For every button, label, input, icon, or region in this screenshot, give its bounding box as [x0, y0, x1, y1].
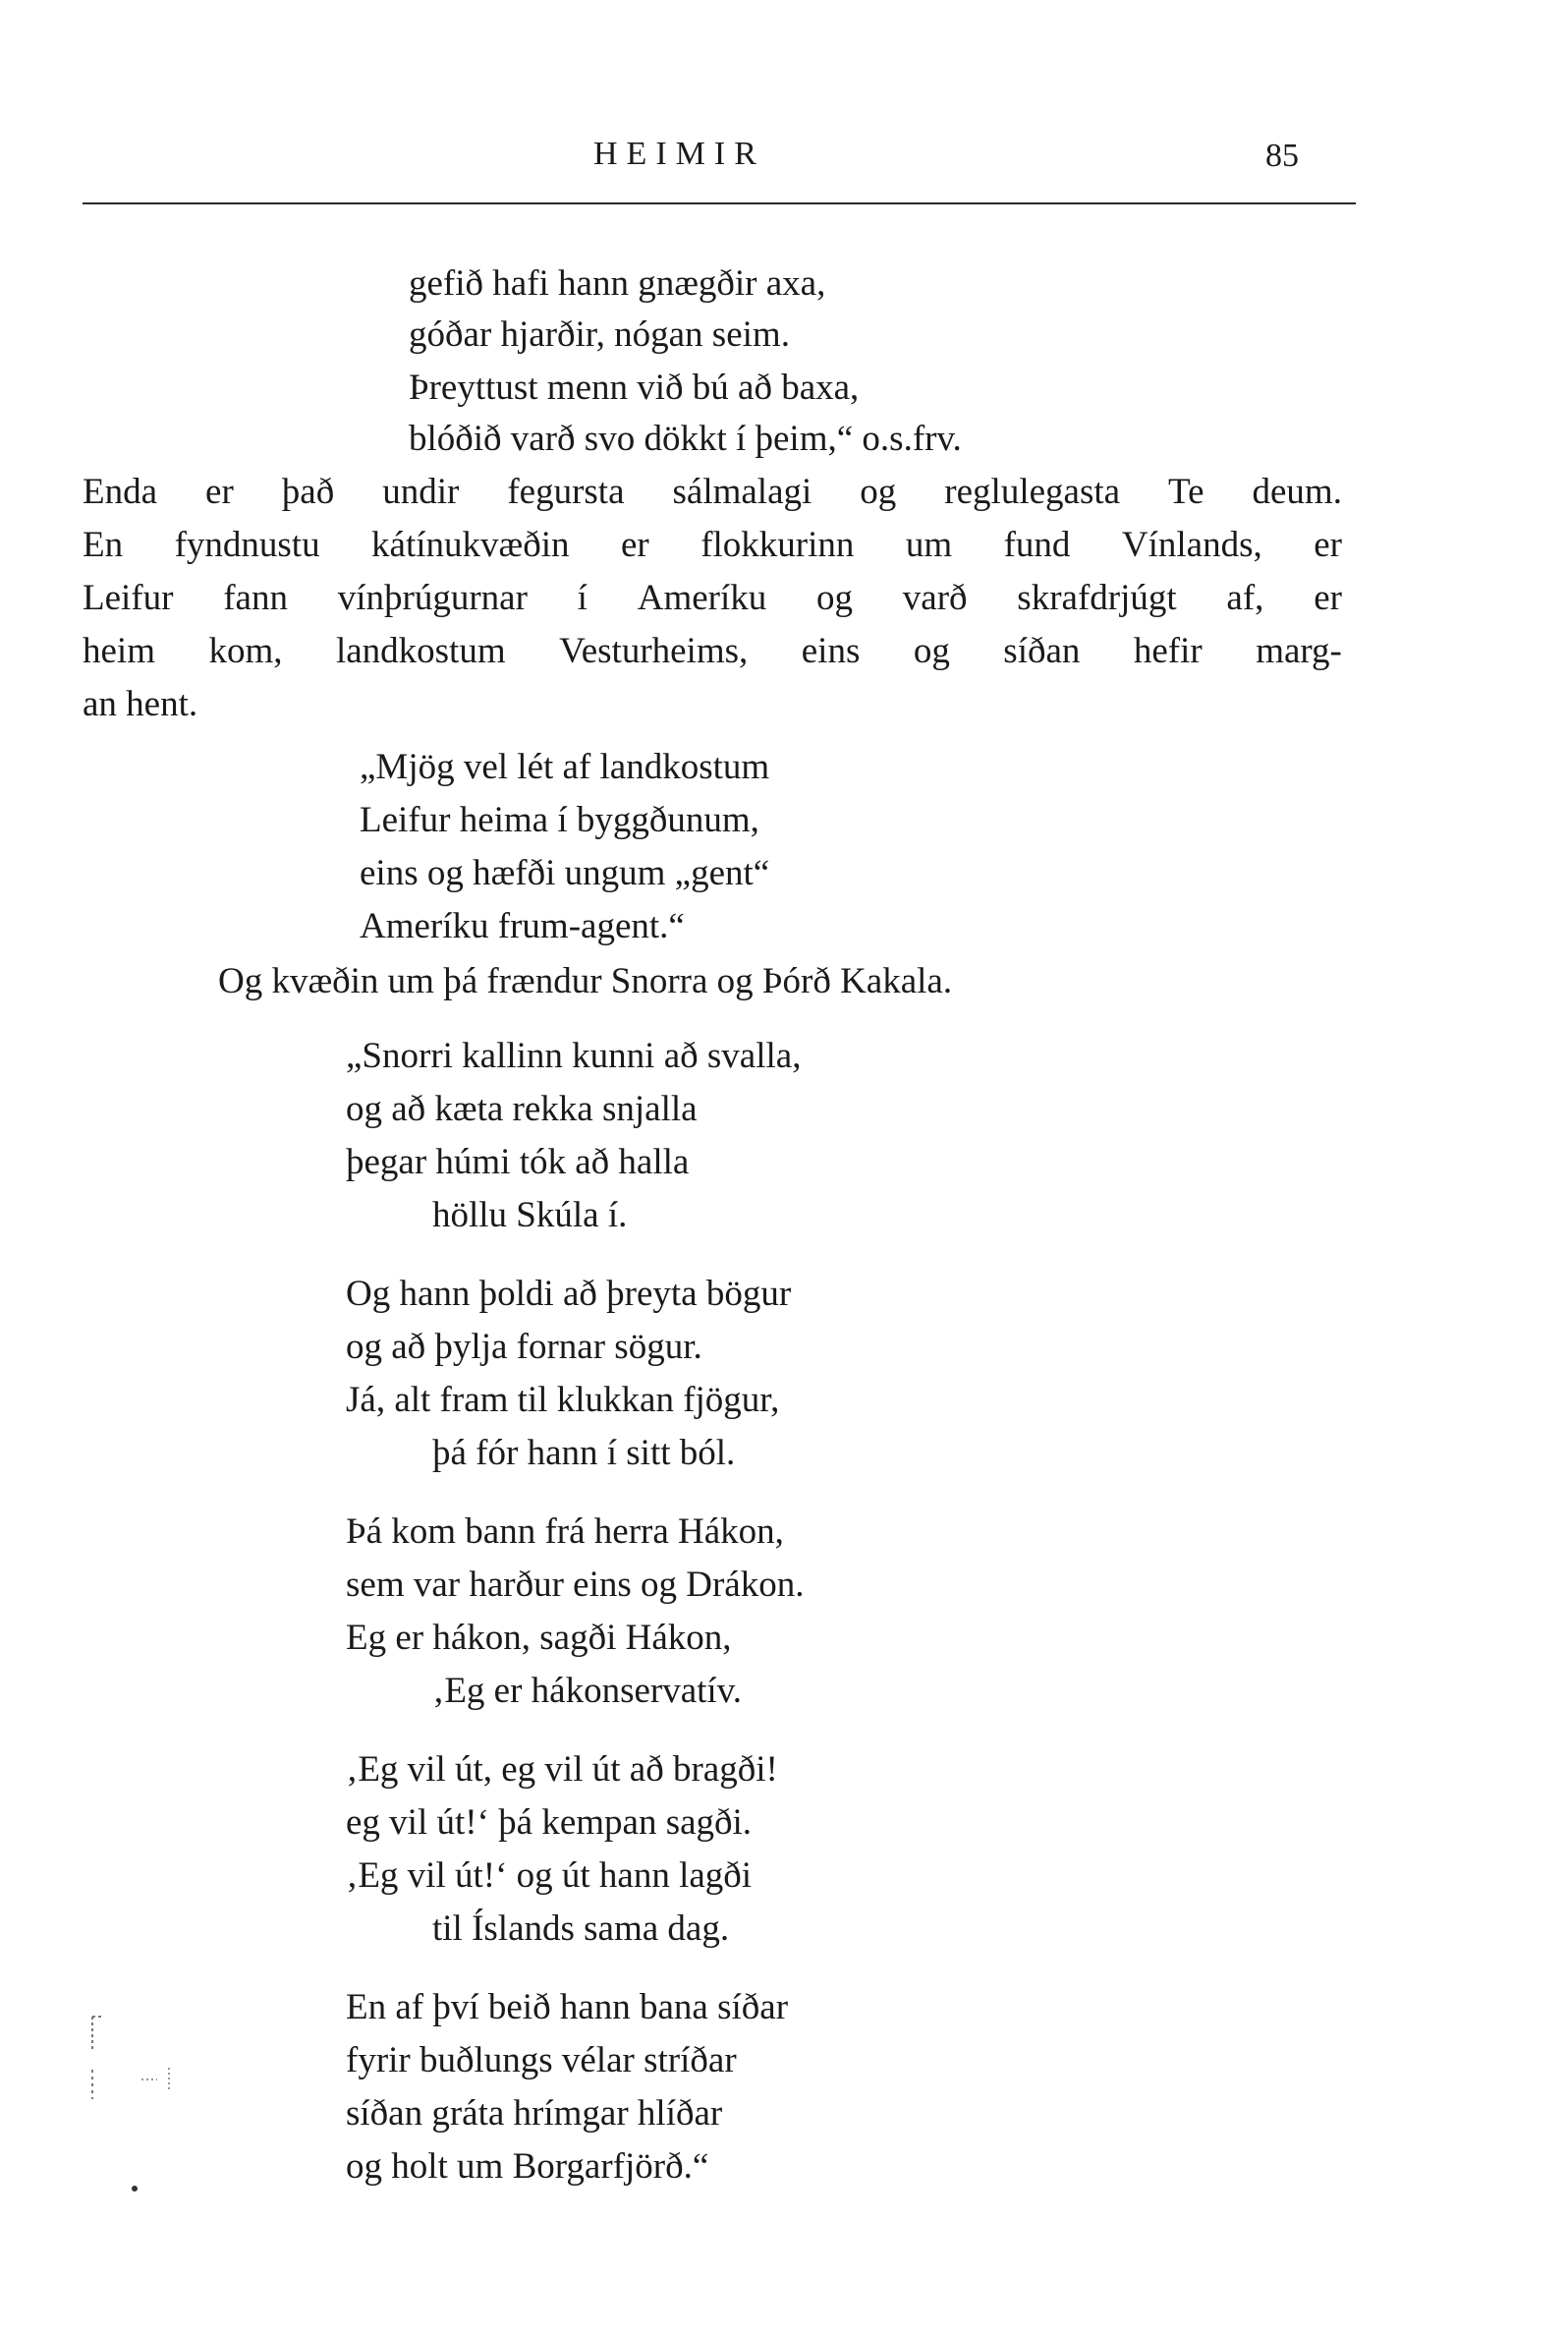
prose-word: landkostum — [335, 631, 506, 671]
verse-line: En af því beið hann bana síðar — [346, 1987, 789, 2027]
verse-line: Þá kom bann frá herra Hákon, — [346, 1511, 784, 1552]
verse-line: „Snorri kallinn kunni að svalla, — [346, 1036, 802, 1076]
prose-word: og — [860, 472, 897, 512]
verse-line: blóðið varð svo dökkt í þeim,“ o.s.frv. — [409, 419, 962, 459]
prose-line: Og kvæðin um þá frændur Snorra og Þórð Kakala. — [218, 961, 953, 1001]
verse-line: eg vil út!‘ þá kempan sagði. — [346, 1802, 753, 1843]
verse-line: Og hann þoldi að þreyta bögur — [346, 1274, 792, 1314]
prose-word: fegursta — [507, 472, 625, 512]
prose-word: Vesturheims, — [559, 631, 749, 671]
prose-word: eins — [801, 631, 861, 671]
prose-word: er — [1314, 525, 1342, 565]
verse-line: sem var harður eins og Drákon. — [346, 1565, 805, 1605]
prose-word: varð — [902, 578, 968, 618]
prose-word: um — [905, 525, 953, 565]
prose-word: heim — [83, 631, 155, 671]
verse-line: Já, alt fram til klukkan fjögur, — [346, 1380, 780, 1420]
prose-line — [83, 627, 1342, 676]
prose-word: í — [577, 578, 588, 618]
verse-line: góðar hjarðir, nógan seim. — [409, 314, 790, 355]
prose-word: vínþrúgurnar — [337, 578, 528, 618]
verse-line: höllu Skúla í. — [432, 1195, 628, 1235]
prose-word: fyndnustu — [174, 525, 320, 565]
prose-word: og — [816, 578, 854, 618]
prose-word: fund — [1003, 525, 1071, 565]
verse-line: Ameríku frum-agent.“ — [360, 906, 685, 946]
verse-line: ‚Eg er hákonservatív. — [432, 1671, 743, 1711]
prose-word: af, — [1226, 578, 1264, 618]
verse-line: „Mjög vel lét af landkostum — [360, 747, 770, 787]
prose-word: skrafdrjúgt — [1017, 578, 1177, 618]
verse-line: Eg er hákon, sagði Hákon, — [346, 1618, 732, 1658]
verse-line: Þreyttust menn við bú að baxa, — [409, 368, 860, 408]
verse-line: síðan gráta hrímgar hlíðar — [346, 2093, 723, 2134]
verse-line: ‚Eg vil út, eg vil út að bragði! — [346, 1749, 778, 1790]
prose-word: hefir — [1133, 631, 1203, 671]
prose-word: það — [281, 472, 335, 512]
verse-line: gefið hafi hann gnægðir axa, — [409, 263, 826, 304]
prose-word: kom, — [208, 631, 283, 671]
verse-line: þá fór hann í sitt ból. — [432, 1433, 736, 1473]
verse-line: fyrir buðlungs vélar stríðar — [346, 2040, 737, 2080]
prose-word: sálmalagi — [672, 472, 812, 512]
running-title: HEIMIR — [593, 136, 765, 172]
prose-word: Enda — [83, 472, 158, 512]
prose-word: En — [83, 525, 124, 565]
prose-word: er — [620, 525, 649, 565]
prose-word: deum. — [1252, 472, 1342, 512]
prose-line — [83, 574, 1342, 623]
margin-dot — [132, 2186, 138, 2192]
prose-line: an hent. — [83, 684, 198, 724]
verse-line: til Íslands sama dag. — [432, 1908, 730, 1949]
verse-line: og holt um Borgarfjörð.“ — [346, 2146, 709, 2187]
verse-line: þegar húmi tók að halla — [346, 1142, 690, 1182]
verse-line: og að þylja fornar sögur. — [346, 1327, 702, 1367]
prose-line — [83, 521, 1342, 570]
prose-word: undir — [382, 472, 460, 512]
prose-word: er — [1314, 578, 1342, 618]
verse-line: og að kæta rekka snjalla — [346, 1089, 698, 1129]
prose-line — [83, 468, 1342, 517]
prose-word: kátínukvæðin — [371, 525, 570, 565]
prose-word: flokkurinn — [700, 525, 855, 565]
prose-word: Leifur — [83, 578, 174, 618]
prose-word: er — [205, 472, 234, 512]
prose-word: Te — [1168, 472, 1204, 512]
prose-word: fann — [223, 578, 288, 618]
prose-word: reglulegasta — [944, 472, 1121, 512]
margin-bracket-mark — [83, 2011, 191, 2119]
prose-word: síðan — [1003, 631, 1081, 671]
page-number: 85 — [1265, 138, 1299, 174]
prose-word: Ameríku — [637, 578, 767, 618]
header-rule — [83, 202, 1356, 204]
verse-line: eins og hæfði ungum „gent“ — [360, 853, 770, 893]
prose-word: marg- — [1256, 631, 1342, 671]
prose-word: og — [913, 631, 950, 671]
verse-line: ‚Eg vil út!‘ og út hann lagði — [346, 1855, 753, 1896]
verse-line: Leifur heima í byggðunum, — [360, 800, 759, 840]
prose-word: Vínlands, — [1121, 525, 1262, 565]
